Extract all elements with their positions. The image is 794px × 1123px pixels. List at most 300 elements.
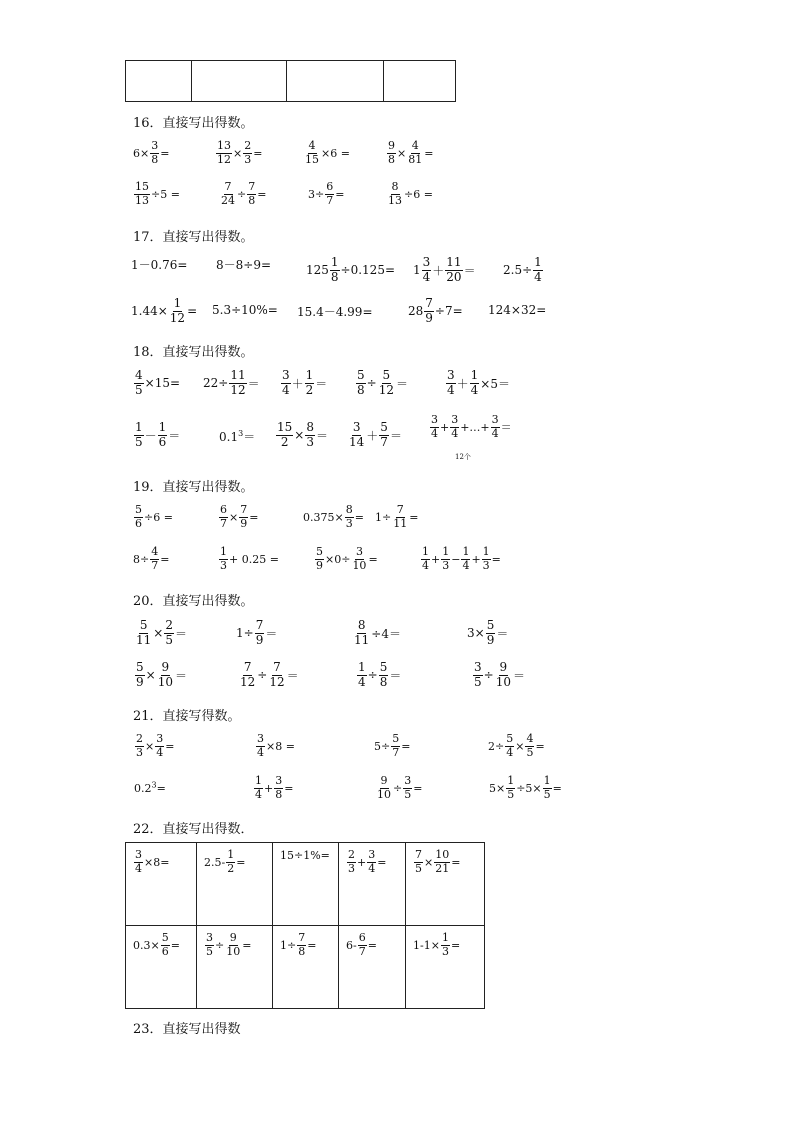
- denominator: 7: [326, 193, 334, 207]
- q17-item: [413, 256, 476, 285]
- question-21-heading: 21．直接写得数。: [133, 709, 241, 724]
- numerator: 4: [151, 545, 159, 558]
- q18-item: [203, 369, 260, 398]
- table-cell: [339, 926, 406, 1009]
- expression-text: ×0÷: [325, 552, 351, 566]
- numerator: 4: [411, 139, 419, 152]
- fraction: [403, 775, 412, 801]
- fraction: [219, 504, 228, 530]
- numerator: 11: [230, 368, 246, 382]
- q18-item: [445, 369, 510, 398]
- denominator: 7: [151, 558, 159, 572]
- fraction: [297, 932, 306, 958]
- expression-text: ÷5 =: [151, 187, 180, 201]
- denominator: 7: [358, 944, 366, 958]
- expression-text: =: [552, 781, 562, 795]
- numerator: 7: [224, 180, 232, 193]
- denominator: 4: [282, 382, 290, 397]
- denominator: 5: [165, 632, 173, 647]
- fraction: [158, 421, 168, 450]
- fraction: [379, 421, 389, 450]
- expression-text: =: [160, 552, 170, 566]
- numerator: 1: [135, 420, 143, 434]
- expression-text: =: [187, 304, 198, 319]
- q18-item: [355, 369, 408, 398]
- denominator: 6: [158, 434, 167, 449]
- fraction: [305, 421, 315, 450]
- expression-text: ＝: [168, 428, 181, 443]
- q22-item: [346, 849, 398, 875]
- numerator: 3: [474, 660, 482, 674]
- expression-text: 5.3÷10%=: [212, 303, 278, 317]
- denominator: 4: [368, 861, 376, 875]
- expression-text: ×: [397, 146, 407, 160]
- expression-text: ÷: [366, 376, 377, 391]
- denominator: 12: [230, 382, 246, 397]
- expression-text: −: [451, 552, 461, 566]
- expression-text: ×: [145, 739, 155, 753]
- numerator: 1: [255, 774, 262, 787]
- denominator: 5: [526, 745, 534, 759]
- denominator: 7: [220, 516, 227, 530]
- q16-item: [133, 181, 180, 207]
- fraction: [305, 369, 315, 398]
- numerator: 15: [277, 420, 293, 434]
- fraction: [155, 733, 164, 759]
- denominator: 11: [393, 516, 408, 530]
- denominator: 3: [220, 558, 227, 572]
- expression-text: ÷4＝: [371, 626, 401, 641]
- q19-item: [375, 504, 418, 530]
- numerator: 2: [348, 848, 355, 861]
- numerator: 5: [357, 368, 365, 382]
- expression-text: ×8=: [144, 855, 170, 869]
- expression-text: ＝: [395, 376, 408, 391]
- fraction: [441, 546, 450, 572]
- numerator: 5: [316, 545, 323, 558]
- expression-text: ＝: [265, 626, 278, 641]
- expression-text: 28: [408, 304, 424, 319]
- fraction: [325, 181, 334, 207]
- fraction: [430, 414, 439, 440]
- numerator: 8: [391, 180, 399, 193]
- fraction: [304, 140, 320, 166]
- denominator: 4: [470, 382, 479, 397]
- numerator: 5: [135, 503, 142, 516]
- q22-item: [280, 849, 331, 862]
- numerator: 3: [151, 139, 159, 152]
- numerator: 6: [220, 503, 227, 516]
- fraction: [392, 504, 408, 530]
- denominator: 4: [506, 745, 514, 759]
- denominator: 5: [135, 434, 143, 449]
- fraction: [247, 181, 256, 207]
- expression-text: －: [144, 428, 157, 443]
- numerator: 5: [139, 618, 148, 632]
- q19-item: [420, 546, 501, 572]
- numerator: 7: [255, 618, 264, 632]
- denominator: 7: [380, 434, 388, 449]
- denominator: 6: [161, 944, 169, 958]
- expression-text: 8÷: [133, 552, 150, 566]
- fraction: [353, 619, 370, 648]
- denominator: 5: [507, 787, 515, 801]
- expression-text: ＝: [315, 428, 328, 443]
- denominator: 4: [431, 426, 438, 440]
- expression-text: ＝: [286, 668, 299, 683]
- numerator: 9: [499, 660, 508, 674]
- fraction: [424, 297, 434, 326]
- q17-item: [131, 256, 187, 273]
- denominator: 9: [240, 516, 248, 530]
- denominator: 5: [474, 674, 482, 689]
- q18-item: [347, 421, 402, 450]
- fraction: [135, 661, 145, 690]
- expression-text: =: [170, 938, 180, 952]
- q20-item: [236, 619, 277, 648]
- q20-item: [134, 619, 187, 648]
- denominator: 3: [244, 152, 252, 166]
- q16-item: [303, 140, 350, 166]
- expression-text: ＋: [291, 376, 304, 391]
- fraction: [216, 140, 232, 166]
- expression-text: ＋: [366, 428, 379, 443]
- denominator: 8: [388, 152, 395, 166]
- denominator: 9: [316, 558, 323, 572]
- q20-item: [467, 619, 508, 648]
- denominator: 4: [255, 787, 262, 801]
- expression-text: =: [257, 187, 267, 201]
- expression-text: ÷: [367, 668, 378, 683]
- expression-text: ÷7=: [434, 304, 463, 319]
- q16-item: [308, 181, 344, 207]
- expression-text: 2.5-: [204, 855, 226, 869]
- denominator: 4: [462, 558, 470, 572]
- fraction: [161, 932, 170, 958]
- numerator: 3: [156, 732, 164, 745]
- numerator: 3: [451, 413, 459, 426]
- numerator: 7: [396, 503, 404, 516]
- denominator: 9: [425, 310, 433, 325]
- fraction: [367, 849, 376, 875]
- numerator: 3: [206, 931, 213, 944]
- question-22-heading: 22．直接写出得数．: [133, 822, 254, 837]
- denominator: 81: [408, 152, 423, 166]
- numerator: 7: [415, 848, 422, 861]
- fraction: [164, 619, 174, 648]
- expression-text: 15.4－4.99=: [297, 305, 373, 319]
- fraction: [134, 849, 143, 875]
- numerator: 7: [273, 660, 281, 674]
- expression-text: =: [242, 938, 252, 952]
- q19-item: [314, 546, 378, 572]
- fraction: [225, 932, 241, 958]
- numerator: 5: [161, 931, 169, 944]
- numerator: 5: [382, 368, 391, 382]
- fraction: [414, 849, 423, 875]
- expression-text: +: [264, 781, 274, 795]
- numerator: 1: [158, 420, 167, 434]
- q18-item: [275, 421, 328, 450]
- expression-text: ＝: [496, 626, 509, 641]
- denominator: 10: [377, 787, 391, 801]
- expression-text: =: [284, 781, 294, 795]
- numerator: 2: [165, 618, 173, 632]
- expression-text: =: [377, 855, 387, 869]
- expression-text: 124×32=: [488, 303, 547, 317]
- fraction: [525, 733, 534, 759]
- denominator: 11: [354, 632, 370, 647]
- expression-text: =: [409, 510, 419, 524]
- table-cell: [273, 926, 339, 1009]
- denominator: 12: [217, 152, 231, 166]
- expression-text: 1: [413, 263, 421, 278]
- q22-item: [413, 849, 477, 875]
- numerator: 6: [326, 180, 334, 193]
- expression-text: ÷0.125=: [340, 263, 396, 278]
- table-cell: [273, 843, 339, 926]
- fraction: [387, 140, 396, 166]
- q21-item: [374, 733, 410, 759]
- numerator: 1: [227, 848, 235, 861]
- q19-item: [133, 504, 173, 530]
- numerator: 1: [543, 774, 551, 787]
- expression-text: =: [335, 187, 345, 201]
- fraction: [254, 775, 263, 801]
- q17-item: [212, 303, 278, 317]
- denominator: 3: [482, 558, 490, 572]
- numerator: 1: [462, 545, 470, 558]
- denominator: 3: [348, 861, 355, 875]
- table-cell: [126, 843, 197, 926]
- fraction: [255, 619, 265, 648]
- numerator: 4: [526, 732, 534, 745]
- expression-text: 1－0.76=: [131, 258, 188, 272]
- expression-text: 2.5÷: [503, 263, 533, 278]
- expression-text: ×8 =: [266, 739, 295, 753]
- expression-text: ÷: [393, 781, 403, 795]
- expression-text: =: [424, 146, 434, 160]
- numerator: 2: [136, 732, 143, 745]
- fraction: [407, 140, 423, 166]
- expression-text: 5÷: [374, 739, 391, 753]
- numerator: 13: [217, 139, 231, 152]
- q21-item: [253, 775, 293, 801]
- expression-text: 5×: [489, 781, 506, 795]
- numerator: 1: [305, 368, 314, 382]
- denominator: 12: [169, 310, 186, 325]
- q21-item: [489, 775, 562, 801]
- expression-text: ×: [145, 668, 156, 683]
- numerator: 1: [442, 545, 450, 558]
- numerator: 3: [422, 255, 431, 269]
- fraction: [422, 256, 432, 285]
- q21-item: [134, 733, 174, 759]
- expression-text: ＝: [463, 263, 476, 278]
- numerator: 3: [257, 732, 264, 745]
- table-cell: [192, 61, 287, 102]
- numerator: 3: [352, 420, 361, 434]
- q16-item: [215, 140, 262, 166]
- denominator: 2: [227, 861, 235, 875]
- q21-item: [488, 733, 545, 759]
- fraction: [134, 421, 144, 450]
- denominator: 5: [415, 861, 422, 875]
- fraction: [135, 733, 144, 759]
- expression-text: ×: [229, 510, 239, 524]
- numerator: 1: [173, 296, 182, 310]
- expression-text: ＋: [456, 376, 469, 391]
- expression-text: 1÷: [375, 510, 392, 524]
- fraction: [276, 421, 293, 450]
- fraction: [134, 504, 143, 530]
- question-23-heading: 23．直接写出得数: [133, 1022, 241, 1037]
- question-20-heading: 20．直接写出得数。: [133, 594, 254, 609]
- expression-text: 15÷1%=: [280, 849, 330, 862]
- numerator: 8: [306, 420, 314, 434]
- q22-item: [280, 932, 331, 958]
- fraction: [243, 140, 252, 166]
- denominator: 6: [135, 516, 142, 530]
- expression-text: =: [401, 739, 411, 753]
- q19-item: [303, 504, 364, 530]
- numerator: 7: [425, 296, 433, 310]
- numerator: 5: [380, 420, 388, 434]
- table-cell: [287, 61, 384, 102]
- denominator: 13: [135, 193, 149, 207]
- fraction: [358, 932, 367, 958]
- expression-text: + 0.25 =: [229, 552, 279, 566]
- denominator: 8: [298, 944, 306, 958]
- expression-text: ×5＝: [480, 376, 510, 391]
- fraction: [506, 775, 515, 801]
- fraction: [378, 369, 395, 398]
- q17-item: [306, 256, 395, 285]
- expression-text: +: [357, 855, 367, 869]
- denominator: 10: [495, 674, 511, 689]
- denominator: 9: [486, 632, 495, 647]
- denominator: 3: [442, 558, 450, 572]
- q19-item: [218, 504, 258, 530]
- denominator: 3: [306, 434, 314, 449]
- numerator: 1: [358, 660, 366, 674]
- q20-item: [134, 661, 187, 690]
- q17-item: [408, 297, 463, 326]
- denominator: 8: [379, 674, 388, 689]
- denominator: 21: [435, 861, 450, 875]
- numerator: 3: [491, 413, 499, 426]
- numerator: 11: [446, 255, 462, 269]
- q19-item: [218, 546, 279, 572]
- denominator: 4: [358, 674, 366, 689]
- question-18-heading: 18．直接写出得数。: [133, 345, 254, 360]
- expression-text: =: [450, 938, 461, 952]
- denominator: 5: [206, 944, 213, 958]
- expression-text: ＝: [500, 421, 512, 435]
- numerator: 5: [136, 660, 144, 674]
- exponent: 3: [151, 780, 157, 790]
- denominator: 7: [392, 745, 400, 759]
- fraction: [495, 661, 512, 690]
- denominator: 14: [349, 434, 365, 449]
- fraction: [421, 546, 430, 572]
- table-cell: [126, 926, 197, 1009]
- expression-text: ＝: [389, 668, 402, 683]
- q16-item: [133, 140, 169, 166]
- q22-answer-table: [125, 842, 485, 1009]
- numerator: 3: [404, 774, 412, 787]
- expression-text: =: [367, 938, 377, 952]
- fraction: [315, 546, 324, 572]
- fraction: [482, 546, 491, 572]
- expression-text: 0.3×: [133, 938, 160, 952]
- expression-text: +…+: [460, 420, 490, 434]
- expression-text: ÷5×: [516, 781, 542, 795]
- q22-item: [413, 932, 477, 958]
- expression-text: 1.44×: [131, 304, 168, 319]
- fraction: [434, 849, 450, 875]
- expression-text: 6×: [133, 146, 150, 160]
- denominator: 24: [221, 193, 235, 207]
- numerator: 3: [431, 413, 438, 426]
- fraction: [345, 504, 354, 530]
- fraction: [486, 619, 496, 648]
- q17-item: [488, 303, 546, 317]
- numerator: 4: [135, 368, 143, 382]
- denominator: 3: [441, 944, 449, 958]
- numerator: 7: [243, 660, 252, 674]
- expression-text: =: [307, 938, 317, 952]
- q22-item: [133, 849, 189, 875]
- expression-text: ×6 =: [321, 146, 350, 160]
- fraction: [169, 297, 186, 326]
- expression-text: =: [451, 855, 461, 869]
- fraction: [543, 775, 552, 801]
- expression-text: ÷: [257, 668, 268, 683]
- expression-text: ＝: [174, 626, 187, 641]
- fraction: [348, 421, 365, 450]
- table-cell: [406, 926, 485, 1009]
- expression-text: ×15=: [144, 376, 181, 391]
- fraction: [376, 775, 392, 801]
- top-answer-table: [125, 60, 456, 102]
- brace-label: 12个: [455, 453, 471, 461]
- q17-item: [297, 303, 373, 320]
- numerator: 1: [220, 545, 227, 558]
- denominator: 4: [257, 745, 264, 759]
- q17-item: [131, 297, 197, 326]
- fraction: [150, 546, 159, 572]
- fraction: [229, 369, 246, 398]
- q21-item: [375, 775, 422, 801]
- q20-item: [472, 661, 525, 690]
- table-cell: [197, 926, 273, 1009]
- denominator: 5: [135, 382, 143, 397]
- expression-text: =: [156, 782, 166, 795]
- fraction: [441, 932, 450, 958]
- fraction: [356, 369, 366, 398]
- expression-text: =: [368, 552, 378, 566]
- denominator: 8: [151, 152, 159, 166]
- table-cell: [197, 843, 273, 926]
- expression-text: ×: [424, 855, 434, 869]
- fraction: [205, 932, 214, 958]
- expression-text: 1÷: [236, 626, 254, 641]
- fraction: [150, 140, 159, 166]
- table-cell: [339, 843, 406, 926]
- fraction: [274, 775, 283, 801]
- question-17-heading: 17．直接写出得数。: [133, 230, 254, 245]
